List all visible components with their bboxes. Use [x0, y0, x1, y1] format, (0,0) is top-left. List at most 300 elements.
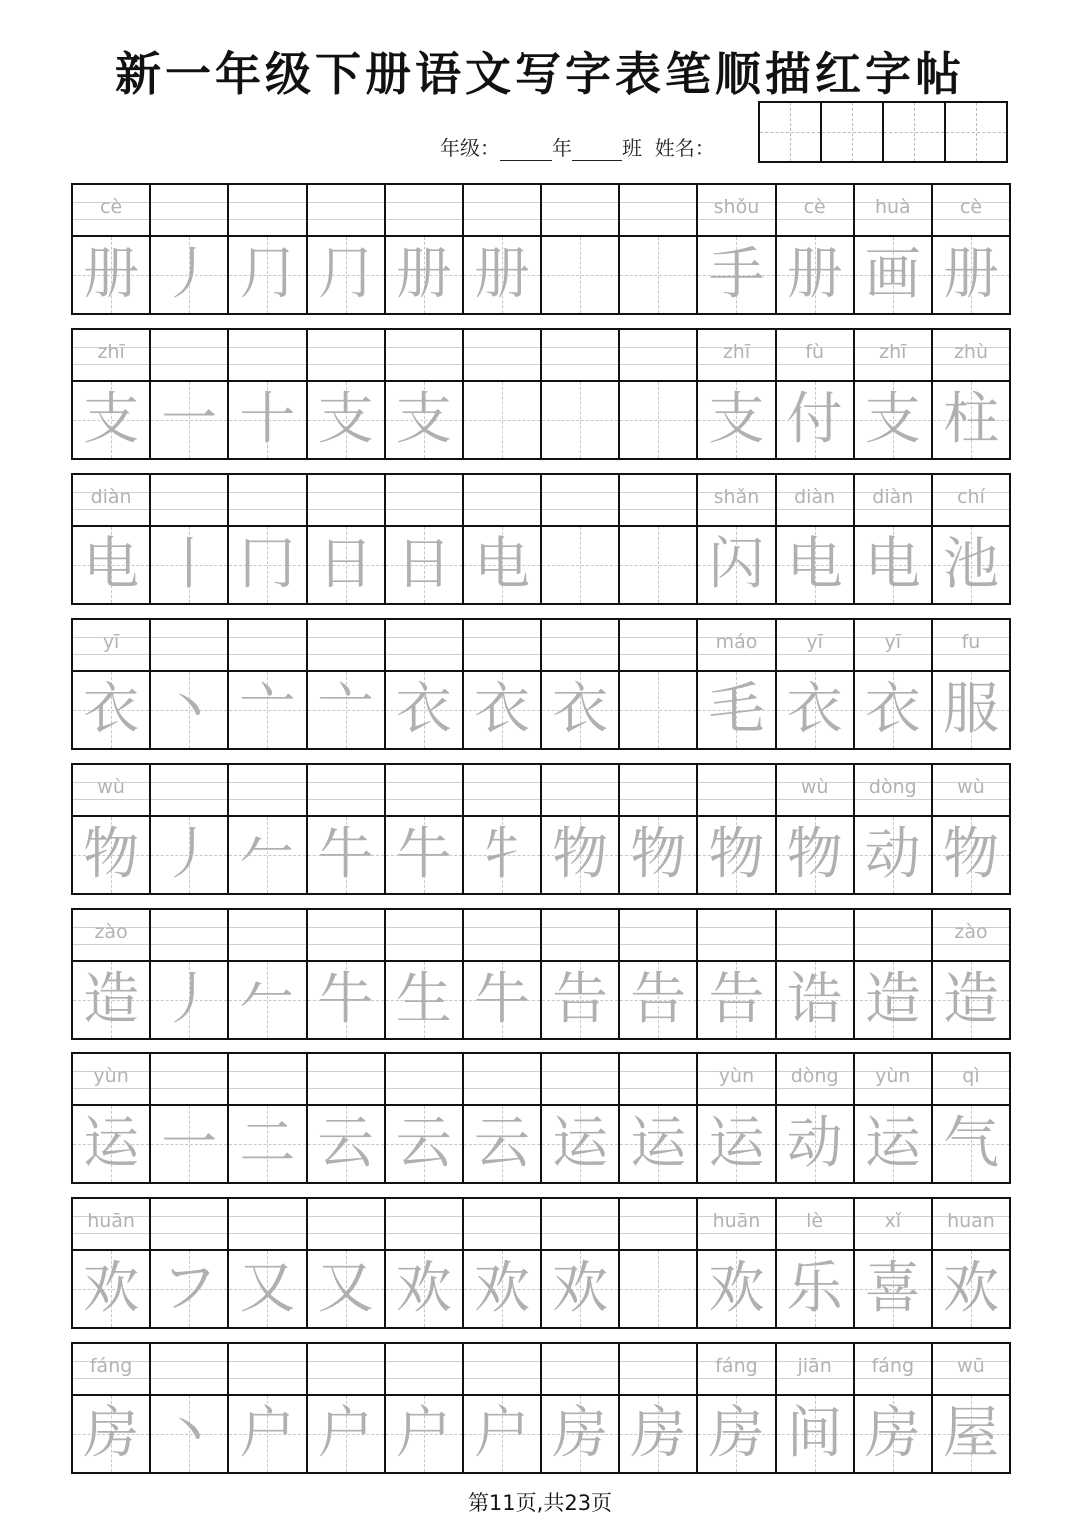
- trace-character: 衣: [395, 677, 452, 742]
- tian-zi-ge: [777, 237, 853, 313]
- pinyin-text: wù: [800, 776, 829, 798]
- practice-cell[interactable]: [777, 910, 855, 1038]
- pinyin-text: máo: [715, 631, 758, 653]
- trace-character: 支: [395, 387, 452, 452]
- practice-cell[interactable]: [933, 330, 1009, 458]
- practice-cell[interactable]: [151, 765, 229, 893]
- tian-zi-ge: [151, 817, 227, 893]
- pinyin-lines: [542, 620, 618, 672]
- tian-zi-ge: [933, 1396, 1009, 1472]
- trace-character: 电: [864, 532, 921, 597]
- practice-cell[interactable]: [777, 330, 855, 458]
- name-label: 姓名：: [654, 136, 715, 160]
- pinyin-lines: [620, 620, 696, 672]
- pinyin-text: wū: [957, 1355, 985, 1377]
- practice-cell[interactable]: [386, 1054, 464, 1182]
- practice-cell[interactable]: [542, 1344, 620, 1472]
- pinyin-lines: [464, 1054, 540, 1106]
- tian-zi-ge: [151, 1396, 227, 1472]
- practice-cell[interactable]: [464, 185, 542, 313]
- trace-character: 丿: [161, 822, 218, 887]
- trace-character: 欢: [395, 1256, 452, 1321]
- practice-cell[interactable]: [542, 620, 620, 748]
- pinyin-lines: [933, 620, 1009, 672]
- tian-zi-ge: [620, 1106, 696, 1182]
- trace-character: 支: [864, 387, 921, 452]
- pinyin-lines: [542, 475, 618, 527]
- practice-cell[interactable]: [73, 185, 151, 313]
- practice-cell[interactable]: [698, 1344, 776, 1472]
- pinyin-lines: [620, 765, 696, 817]
- tian-zi-ge: [698, 1396, 774, 1472]
- pinyin-text: shǎn: [713, 486, 760, 508]
- tian-zi-ge: [933, 237, 1009, 313]
- pinyin-lines: [386, 1054, 462, 1106]
- practice-cell[interactable]: [698, 330, 776, 458]
- pinyin-lines: [308, 910, 384, 962]
- tian-zi-ge: [308, 237, 384, 313]
- practice-cell[interactable]: [308, 765, 386, 893]
- practice-cell[interactable]: [464, 475, 542, 603]
- trace-character: 喜: [864, 1256, 921, 1321]
- practice-cell[interactable]: [386, 1199, 464, 1327]
- practice-cell[interactable]: [542, 185, 620, 313]
- practice-cell[interactable]: [464, 330, 542, 458]
- tian-zi-ge: [933, 1251, 1009, 1327]
- practice-cell[interactable]: [855, 475, 933, 603]
- practice-cell[interactable]: [777, 1054, 855, 1182]
- pinyin-lines: [73, 330, 149, 382]
- pinyin-text: diàn: [90, 486, 132, 508]
- trace-character: 户: [473, 1401, 530, 1466]
- pinyin-lines: [777, 910, 853, 962]
- tian-zi-ge: [308, 527, 384, 603]
- pinyin-lines: [151, 475, 227, 527]
- pinyin-lines: [229, 1054, 305, 1106]
- practice-cell[interactable]: [464, 1199, 542, 1327]
- practice-cell[interactable]: [229, 1344, 307, 1472]
- pinyin-lines: [151, 330, 227, 382]
- practice-cell[interactable]: [933, 765, 1009, 893]
- practice-cell[interactable]: [933, 475, 1009, 603]
- tian-zi-ge: [777, 962, 853, 1038]
- pinyin-lines: [229, 765, 305, 817]
- pinyin-text: zhī: [879, 341, 907, 363]
- practice-cell[interactable]: [464, 765, 542, 893]
- practice-cell[interactable]: [855, 1054, 933, 1182]
- tian-zi-ge: [308, 962, 384, 1038]
- practice-cell[interactable]: [620, 185, 698, 313]
- trace-character: 欢: [942, 1256, 999, 1321]
- practice-cell[interactable]: [73, 620, 151, 748]
- pinyin-lines: [73, 910, 149, 962]
- student-info: [440, 132, 715, 161]
- practice-cell[interactable]: [855, 330, 933, 458]
- trace-character: 欢: [83, 1256, 140, 1321]
- trace-character: 衣: [552, 677, 609, 742]
- pinyin-text: huà: [874, 196, 911, 218]
- pinyin-text: xǐ: [884, 1210, 902, 1232]
- pinyin-text: chí: [957, 486, 985, 508]
- page-title: 新一年级下册语文写字表笔顺描红字帖: [115, 47, 965, 101]
- practice-cell[interactable]: [855, 1199, 933, 1327]
- practice-cell[interactable]: [855, 1344, 933, 1472]
- practice-cell[interactable]: [386, 475, 464, 603]
- trace-character: 户: [239, 1401, 296, 1466]
- pinyin-lines: [855, 1199, 931, 1251]
- practice-cell[interactable]: [698, 620, 776, 748]
- tian-zi-ge: [73, 527, 149, 603]
- practice-cell[interactable]: [386, 910, 464, 1038]
- tian-zi-ge: [151, 382, 227, 458]
- pinyin-text: huān: [712, 1210, 761, 1232]
- practice-cell[interactable]: [620, 1054, 698, 1182]
- pinyin-text: cè: [100, 196, 123, 218]
- practice-cell[interactable]: [308, 1344, 386, 1472]
- pinyin-lines: [386, 1344, 462, 1396]
- pinyin-lines: [698, 185, 774, 237]
- tian-zi-ge: [542, 527, 618, 603]
- practice-cell[interactable]: [620, 765, 698, 893]
- practice-cell[interactable]: [620, 330, 698, 458]
- practice-cell[interactable]: [386, 1344, 464, 1472]
- tian-zi-ge: [542, 1396, 618, 1472]
- tian-zi-ge: [229, 1106, 305, 1182]
- practice-cell[interactable]: [73, 1344, 151, 1472]
- practice-cell[interactable]: [698, 185, 776, 313]
- trace-character: 物: [942, 822, 999, 887]
- pinyin-lines: [229, 620, 305, 672]
- practice-cell[interactable]: [386, 620, 464, 748]
- pinyin-lines: [855, 765, 931, 817]
- pinyin-lines: [308, 620, 384, 672]
- trace-character: 房: [708, 1401, 765, 1466]
- practice-row: [71, 1197, 1011, 1329]
- practice-cell[interactable]: [933, 1054, 1009, 1182]
- trace-character: 丿: [161, 967, 218, 1032]
- practice-cell[interactable]: [464, 1344, 542, 1472]
- practice-cell[interactable]: [933, 910, 1009, 1038]
- practice-cell[interactable]: [151, 475, 229, 603]
- practice-cell[interactable]: [777, 765, 855, 893]
- trace-character: 又: [317, 1256, 374, 1321]
- trace-character: 物: [83, 822, 140, 887]
- practice-cell[interactable]: [386, 765, 464, 893]
- practice-cell[interactable]: [151, 185, 229, 313]
- tian-zi-ge: [855, 1106, 931, 1182]
- practice-cell[interactable]: [620, 475, 698, 603]
- pinyin-lines: [777, 185, 853, 237]
- practice-cell[interactable]: [151, 330, 229, 458]
- tian-zi-ge: [464, 527, 540, 603]
- pinyin-text: lè: [806, 1210, 824, 1232]
- tian-zi-ge: [542, 672, 618, 748]
- tian-zi-ge: [308, 1106, 384, 1182]
- practice-cell[interactable]: [777, 475, 855, 603]
- pinyin-lines: [464, 330, 540, 382]
- practice-row: [71, 1342, 1011, 1474]
- tian-zi-ge: [855, 1396, 931, 1472]
- tian-zi-ge: [698, 527, 774, 603]
- practice-row: [71, 183, 1011, 315]
- pinyin-text: diàn: [872, 486, 914, 508]
- tian-zi-ge: [73, 672, 149, 748]
- pinyin-text: fù: [805, 341, 824, 363]
- tian-zi-ge: [73, 817, 149, 893]
- pinyin-lines: [933, 1199, 1009, 1251]
- tian-zi-ge: [229, 672, 305, 748]
- tian-zi-ge: [464, 1106, 540, 1182]
- practice-cell[interactable]: [620, 1199, 698, 1327]
- pinyin-lines: [229, 1344, 305, 1396]
- pinyin-lines: [151, 185, 227, 237]
- trace-character: 电: [473, 532, 530, 597]
- practice-cell[interactable]: [229, 1054, 307, 1182]
- trace-character: 日: [317, 532, 374, 597]
- trace-character: 亠: [239, 677, 296, 742]
- practice-cell[interactable]: [308, 910, 386, 1038]
- pinyin-lines: [386, 185, 462, 237]
- practice-cell[interactable]: [308, 475, 386, 603]
- practice-cell[interactable]: [151, 620, 229, 748]
- practice-cell[interactable]: [229, 475, 307, 603]
- practice-cell[interactable]: [542, 1054, 620, 1182]
- grade-label: 年级：: [440, 136, 500, 160]
- trace-character: 户: [317, 1401, 374, 1466]
- practice-cell[interactable]: [151, 1199, 229, 1327]
- practice-cell[interactable]: [620, 620, 698, 748]
- trace-character: 付: [786, 387, 843, 452]
- practice-cell[interactable]: [386, 330, 464, 458]
- trace-character: 服: [942, 677, 999, 742]
- tian-zi-ge: [698, 962, 774, 1038]
- pinyin-lines: [777, 1344, 853, 1396]
- trace-character: 牛: [395, 822, 452, 887]
- practice-cell[interactable]: [308, 1054, 386, 1182]
- practice-cell[interactable]: [542, 475, 620, 603]
- trace-character: 户: [395, 1401, 452, 1466]
- practice-cell[interactable]: [73, 910, 151, 1038]
- pinyin-lines: [73, 185, 149, 237]
- practice-cell[interactable]: [308, 185, 386, 313]
- tian-zi-ge: [386, 382, 462, 458]
- pinyin-text: qì: [962, 1065, 980, 1087]
- trace-character: 房: [864, 1401, 921, 1466]
- trace-character: 造: [942, 967, 999, 1032]
- tian-zi-ge: [151, 1106, 227, 1182]
- tian-zi-ge: [855, 382, 931, 458]
- tian-zi-ge: [620, 237, 696, 313]
- year-blank[interactable]: [500, 142, 552, 161]
- tian-zi-ge: [698, 817, 774, 893]
- pinyin-lines: [698, 1344, 774, 1396]
- practice-cell[interactable]: [386, 185, 464, 313]
- trace-character: 物: [786, 822, 843, 887]
- pinyin-text: zào: [94, 921, 128, 943]
- practice-cell[interactable]: [698, 1054, 776, 1182]
- practice-cell[interactable]: [151, 1344, 229, 1472]
- tian-zi-ge: [386, 962, 462, 1038]
- pinyin-lines: [933, 1344, 1009, 1396]
- practice-cell[interactable]: [73, 475, 151, 603]
- trace-character: 物: [630, 822, 687, 887]
- practice-cell[interactable]: [698, 765, 776, 893]
- tian-zi-ge: [151, 527, 227, 603]
- name-box[interactable]: [822, 103, 884, 161]
- practice-cell[interactable]: [308, 620, 386, 748]
- tian-zi-ge: [855, 817, 931, 893]
- practice-cell[interactable]: [308, 1199, 386, 1327]
- trace-character: 册: [395, 242, 452, 307]
- practice-cell[interactable]: [542, 1199, 620, 1327]
- practice-cell[interactable]: [73, 765, 151, 893]
- tian-zi-ge: [308, 1251, 384, 1327]
- name-box[interactable]: [760, 103, 822, 161]
- trace-character: 房: [552, 1401, 609, 1466]
- tian-zi-ge: [542, 817, 618, 893]
- tian-zi-ge: [464, 1251, 540, 1327]
- tian-zi-ge: [698, 382, 774, 458]
- tian-zi-ge: [73, 382, 149, 458]
- trace-character: 电: [786, 532, 843, 597]
- practice-cell[interactable]: [855, 910, 933, 1038]
- trace-character: 生: [395, 967, 452, 1032]
- trace-character: 诰: [786, 967, 843, 1032]
- practice-cell[interactable]: [308, 330, 386, 458]
- pinyin-lines: [308, 1344, 384, 1396]
- trace-character: 池: [942, 532, 999, 597]
- practice-row: [71, 328, 1011, 460]
- tian-zi-ge: [151, 1251, 227, 1327]
- trace-character: 物: [552, 822, 609, 887]
- tian-zi-ge: [151, 962, 227, 1038]
- practice-cell[interactable]: [229, 620, 307, 748]
- trace-character: 丶: [161, 1401, 218, 1466]
- practice-cell[interactable]: [464, 1054, 542, 1182]
- practice-cell[interactable]: [855, 620, 933, 748]
- practice-cell[interactable]: [620, 910, 698, 1038]
- practice-cell[interactable]: [542, 910, 620, 1038]
- tian-zi-ge: [308, 672, 384, 748]
- practice-cell[interactable]: [151, 910, 229, 1038]
- tian-zi-ge: [620, 962, 696, 1038]
- tian-zi-ge: [151, 672, 227, 748]
- tian-zi-ge: [855, 672, 931, 748]
- practice-cell[interactable]: [933, 185, 1009, 313]
- name-box[interactable]: [946, 103, 1006, 161]
- tian-zi-ge: [73, 237, 149, 313]
- practice-cell[interactable]: [933, 620, 1009, 748]
- practice-cell[interactable]: [542, 330, 620, 458]
- tian-zi-ge: [386, 817, 462, 893]
- trace-character: 柱: [942, 387, 999, 452]
- year-label: 年: [552, 136, 572, 160]
- practice-cell[interactable]: [777, 1199, 855, 1327]
- practice-cell[interactable]: [698, 475, 776, 603]
- pinyin-lines: [464, 910, 540, 962]
- pinyin-lines: [620, 330, 696, 382]
- trace-character: 告: [552, 967, 609, 1032]
- trace-character: 支: [708, 387, 765, 452]
- practice-cell[interactable]: [933, 1199, 1009, 1327]
- pinyin-lines: [308, 475, 384, 527]
- pinyin-lines: [386, 620, 462, 672]
- practice-cell[interactable]: [151, 1054, 229, 1182]
- pinyin-text: zhī: [97, 341, 125, 363]
- practice-cell[interactable]: [777, 620, 855, 748]
- tian-zi-ge: [386, 1106, 462, 1182]
- practice-cell[interactable]: [464, 910, 542, 1038]
- trace-character: 手: [708, 242, 765, 307]
- practice-cell[interactable]: [698, 1199, 776, 1327]
- trace-character: 册: [786, 242, 843, 307]
- pinyin-text: dòng: [868, 776, 917, 798]
- trace-character: 造: [83, 967, 140, 1032]
- pinyin-lines: [933, 475, 1009, 527]
- pinyin-lines: [464, 1344, 540, 1396]
- pinyin-lines: [464, 185, 540, 237]
- name-box[interactable]: [884, 103, 946, 161]
- pinyin-lines: [698, 910, 774, 962]
- pinyin-lines: [855, 910, 931, 962]
- tian-zi-ge: [386, 1251, 462, 1327]
- practice-cell[interactable]: [933, 1344, 1009, 1472]
- practice-cell[interactable]: [464, 620, 542, 748]
- practice-cell[interactable]: [542, 765, 620, 893]
- tian-zi-ge: [229, 382, 305, 458]
- practice-cell[interactable]: [73, 1054, 151, 1182]
- pinyin-lines: [542, 330, 618, 382]
- trace-character: 造: [864, 967, 921, 1032]
- practice-row: [71, 763, 1011, 895]
- class-blank[interactable]: [572, 142, 622, 161]
- practice-cell[interactable]: [855, 765, 933, 893]
- pinyin-lines: [933, 765, 1009, 817]
- pinyin-lines: [542, 1344, 618, 1396]
- practice-cell[interactable]: [698, 910, 776, 1038]
- pinyin-text: huān: [87, 1210, 135, 1232]
- pinyin-text: cè: [959, 196, 983, 218]
- pinyin-lines: [151, 620, 227, 672]
- tian-zi-ge: [386, 527, 462, 603]
- tian-zi-ge: [620, 1251, 696, 1327]
- trace-character: フ: [161, 1256, 218, 1321]
- practice-cell[interactable]: [229, 185, 307, 313]
- practice-cell[interactable]: [229, 330, 307, 458]
- practice-cell[interactable]: [777, 185, 855, 313]
- practice-cell[interactable]: [229, 910, 307, 1038]
- trace-character: 又: [239, 1256, 296, 1321]
- tian-zi-ge: [229, 1251, 305, 1327]
- practice-cell[interactable]: [73, 1199, 151, 1327]
- practice-cell[interactable]: [229, 1199, 307, 1327]
- trace-character: 毛: [708, 677, 765, 742]
- practice-cell[interactable]: [620, 1344, 698, 1472]
- practice-cell[interactable]: [777, 1344, 855, 1472]
- tian-zi-ge: [464, 817, 540, 893]
- trace-character: 动: [786, 1111, 843, 1176]
- pinyin-lines: [386, 330, 462, 382]
- tian-zi-ge: [542, 237, 618, 313]
- practice-cell[interactable]: [73, 330, 151, 458]
- practice-cell[interactable]: [229, 765, 307, 893]
- practice-cell[interactable]: [855, 185, 933, 313]
- trace-character: 闪: [708, 532, 765, 597]
- pinyin-text: zhī: [722, 341, 751, 363]
- trace-character: 电: [83, 532, 140, 597]
- tian-zi-ge: [777, 1106, 853, 1182]
- trace-character: 动: [864, 822, 921, 887]
